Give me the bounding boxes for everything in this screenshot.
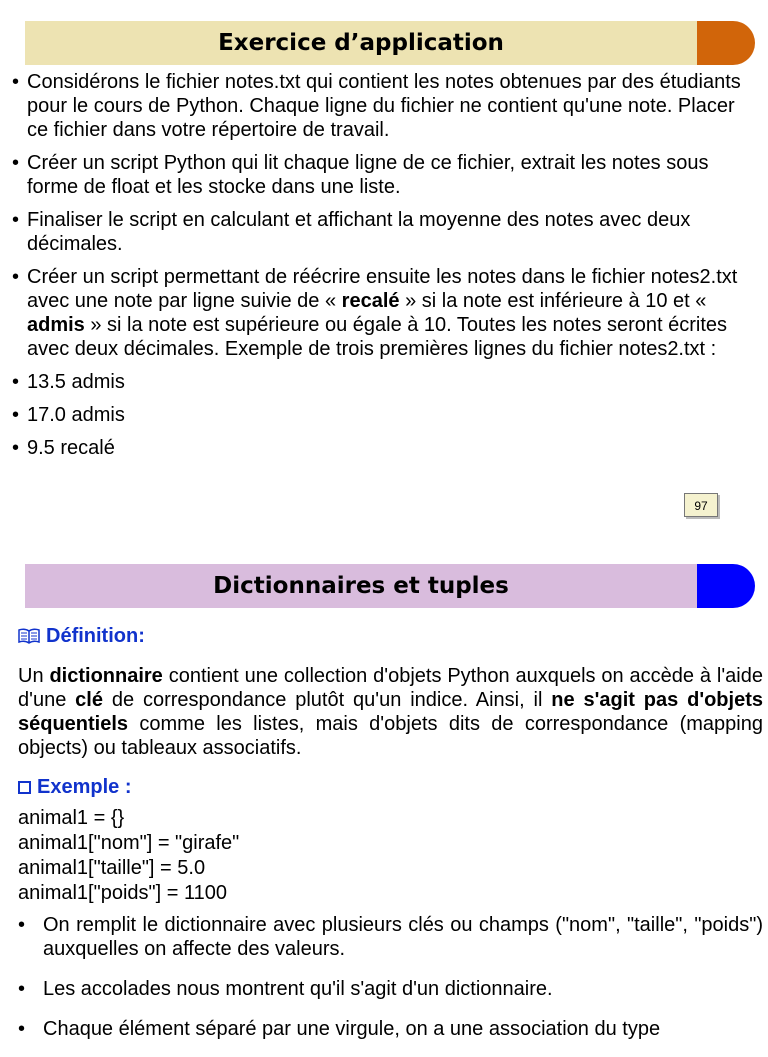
code-example [18, 806, 239, 906]
bullet-text: 9.5 recalé [27, 437, 115, 459]
definition-paragraph [18, 664, 763, 760]
bullet-item: • On remplit le dictionnaire avec plusieurs clés ou champs ("nom", "taille", "poids") auxquelles on affecte des valeurs. [18, 914, 763, 960]
bullet-item: • 9.5 recalé [12, 437, 115, 459]
code-line: animal1 = {} [18, 807, 125, 829]
text-run: contient une collection d'objets Python auxquels on accède à l'aide d'une [18, 665, 763, 711]
bold-term: dictionnaire [49, 665, 163, 687]
title-cap [697, 564, 755, 608]
text-run: de correspondance plutôt qu'un indice. Ainsi, il [102, 689, 552, 711]
definition-heading [18, 625, 145, 648]
text-run: Un [18, 665, 50, 687]
code-line: animal1["poids"] = 1100 [18, 882, 227, 904]
bullet-text: » si la note est inférieure à 10 et « [399, 290, 707, 312]
bullet-text: » si la note est supérieure ou égale à 10. Toutes les notes seront écrites avec deux décimales. Exemple de trois premières lignes du fichier notes2.txt : [27, 314, 728, 360]
checkbox-square-icon [18, 781, 31, 794]
bullet-text: 13.5 admis [27, 371, 125, 393]
bold-keyword: recalé [341, 290, 400, 312]
bullet-item: • 13.5 admis [12, 371, 125, 393]
page-number-badge: 97 [684, 493, 718, 517]
bullet-text: Les accolades nous montrent qu'il s'agit d'un dictionnaire. [43, 978, 553, 1000]
bullet-text: On remplit le dictionnaire avec plusieurs clés ou champs ("nom", "taille", "poids") auxquelles on affecte des valeurs. [43, 914, 763, 960]
bullet-text: Considérons le fichier notes.txt qui contient les notes obtenues par des étudiants pour le cours de Python. Chaque ligne du fichier ne contient qu'une note. Placer ce fichier dans votre répertoire de travail. [27, 71, 741, 141]
bullet-text: Chaque élément séparé par une virgule, on a une association du type [43, 1018, 661, 1040]
title-cap [697, 21, 755, 65]
bullet-item: • Créer un script Python qui lit chaque ligne de ce fichier, extrait les notes sous forme de float et les stocke dans une liste. [12, 152, 709, 198]
example-label: Exemple : [37, 776, 132, 798]
bullet-item: • Finaliser le script en calculant et affichant la moyenne des notes avec deux décimales. [12, 209, 691, 255]
definition-label: Définition: [46, 625, 145, 647]
text-run: comme les listes, mais d'objets dits de correspondance (mapping objects) ou tableaux associatifs. [18, 713, 763, 759]
code-line: animal1["nom"] = "girafe" [18, 832, 240, 854]
bullet-item: • Considérons le fichier notes.txt qui contient les notes obtenues par des étudiants pour le cours de Python. Chaque ligne du fichier ne contient qu'une note. Placer ce fichier dans votre répertoire de travail. [12, 71, 741, 141]
example-heading [18, 776, 131, 799]
slide2-title-banner [25, 564, 755, 608]
bold-term: ne s'agit pas d'objets séquentiels [18, 689, 763, 735]
bullet-item: • Les accolades nous montrent qu'il s'agit d'un dictionnaire. [18, 978, 553, 1000]
slide2-title: Dictionnaires et tuples [213, 573, 509, 599]
bullet-item: • 17.0 admis [12, 404, 125, 426]
bullet-item: • Créer un script permettant de réécrire ensuite les notes dans le fichier notes2.txt avec une note par ligne suivie de « recalé » si la note est inférieure à 10 et « admis » si la note est supérieure ou égale à 10. Toutes les notes seront écrites avec deux décimales. Exemple de trois premières lignes du fichier notes2.txt : [12, 266, 738, 360]
slide1-title-banner [25, 21, 755, 65]
bold-keyword: admis [27, 314, 85, 336]
bold-term: clé [75, 689, 103, 711]
bullet-text: Créer un script Python qui lit chaque ligne de ce fichier, extrait les notes sous forme de float et les stocke dans une liste. [27, 152, 709, 198]
bullet-item: • Chaque élément séparé par une virgule, on a une association du type [18, 1018, 661, 1040]
code-line: animal1["taille"] = 5.0 [18, 857, 206, 879]
bullet-text: Créer un script permettant de réécrire ensuite les notes dans le fichier notes2.txt avec une note par ligne suivie de « [27, 266, 738, 312]
bullet-text: 17.0 admis [27, 404, 125, 426]
dictionary-bullet-list [18, 913, 763, 1057]
bullet-text: Finaliser le script en calculant et affichant la moyenne des notes avec deux décimales. [27, 209, 691, 255]
exercise-bullet-list [12, 70, 757, 469]
slide1-title: Exercice d’application [218, 30, 504, 56]
open-book-icon [18, 628, 40, 644]
